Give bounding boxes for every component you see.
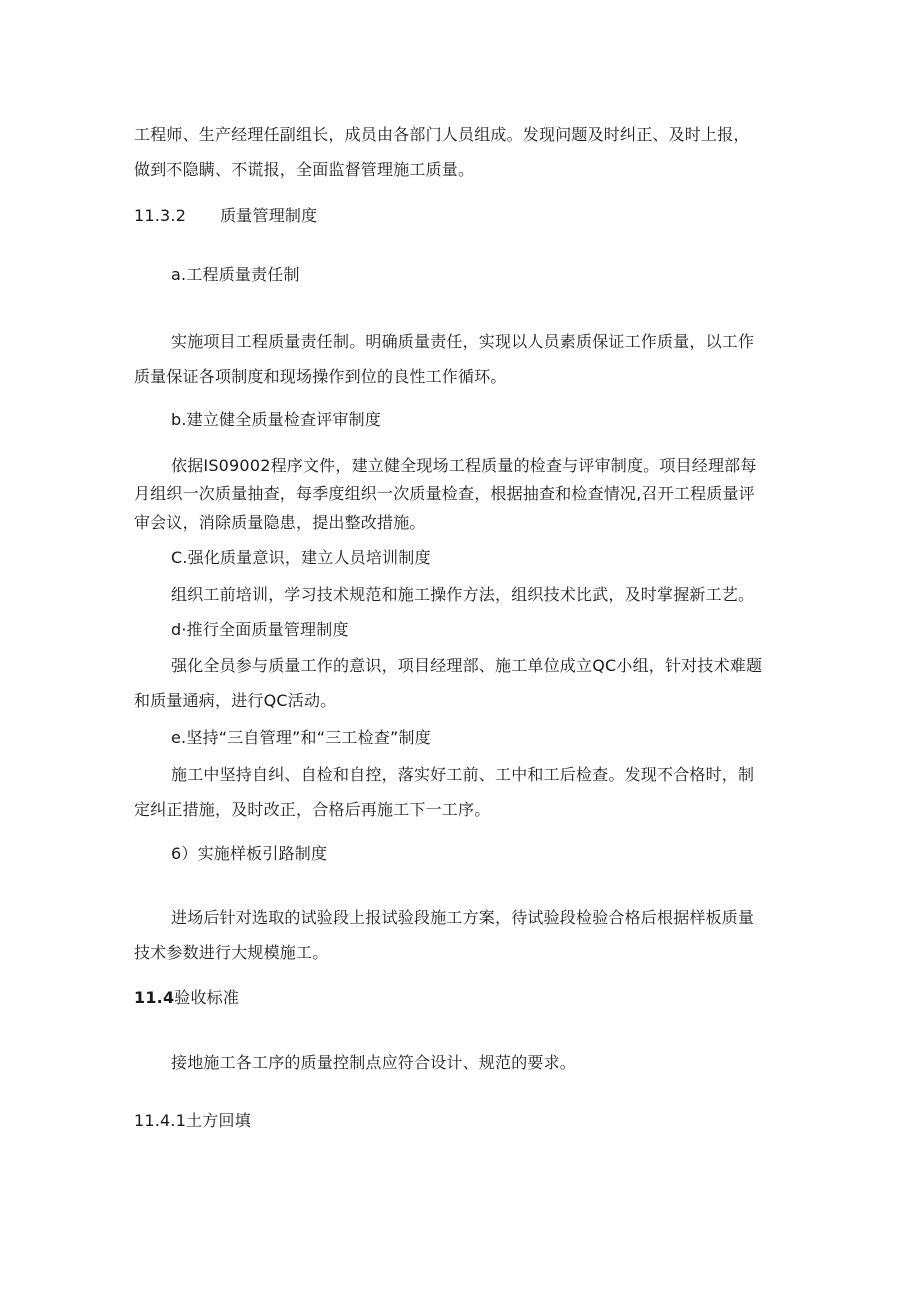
item-c-line-1: 组织工前培训，学习技术规范和施工操作方法，组织技术比武，及时掌握新工艺。 [171,585,755,604]
item-a-heading: a.工程质量责任制 [171,265,300,284]
item-d-line-1: 强化全员参与质量工作的意识，项目经理部、施工单位成立QC小组，针对技术难题 [171,656,763,675]
item-6-line-2: 技术参数进行大规模施工。 [134,943,329,962]
item-a-line-2: 质量保证各项制度和现场操作到位的良性工作循环。 [134,367,507,386]
item-b-heading: b.建立健全质量检查评审制度 [171,410,382,429]
section-title: 质量管理制度 [220,206,318,225]
item-d-heading: d·推行全面质量管理制度 [171,620,349,639]
item-e-line-2: 定纠正措施，及时改正，合格后再施工下一工序。 [134,800,491,819]
item-6-heading: 6）实施样板引路制度 [171,844,328,863]
item-e-line-1: 施工中坚持自纠、自检和自控，落实好工前、工中和工后检查。发现不合格时，制 [171,765,755,784]
section-11-4-heading [134,987,239,1009]
section-number: 11.3.2 [134,206,187,225]
item-a-line-1: 实施项目工程质量责任制。明确质量责任，实现以人员素质保证工作质量，以工作 [171,332,755,351]
item-6-line-1: 进场后针对选取的试验段上报试验段施工方案，待试验段检验合格后根据样板质量 [171,908,755,927]
section-11-4-line-1: 接地施工各工序的质量控制点应符合设计、规范的要求。 [171,1053,577,1072]
section-title: 验收标准 [174,988,240,1007]
intro-line-2: 做到不隐瞒、不谎报，全面监督管理施工质量。 [134,160,475,179]
item-c-heading: C.强化质量意识，建立人员培训制度 [171,548,431,567]
section-number: 11.4 [134,988,175,1007]
item-e-heading: e.坚持“三自管理”和“三工检查”制度 [171,728,431,747]
item-b-line-1: 依据IS09002程序文件，建立健全现场工程质量的检查与评审制度。项目经理部每 [171,456,757,475]
section-11-4-1-heading: 11.4.1土方回填 [134,1111,251,1130]
item-d-line-2: 和质量通病，进行QC活动。 [134,691,337,710]
item-b-line-3: 审会议，消除质量隐患，提出整改措施。 [134,513,426,532]
section-11-3-2-heading [134,205,317,227]
intro-line-1: 工程师、生产经理任副组长，成员由各部门人员组成。发现问题及时纠正、及时上报， [134,125,750,144]
item-b-line-2: 月组织一次质量抽查，每季度组织一次质量检查，根据抽查和检查情况,召开工程质量评 [134,484,755,503]
